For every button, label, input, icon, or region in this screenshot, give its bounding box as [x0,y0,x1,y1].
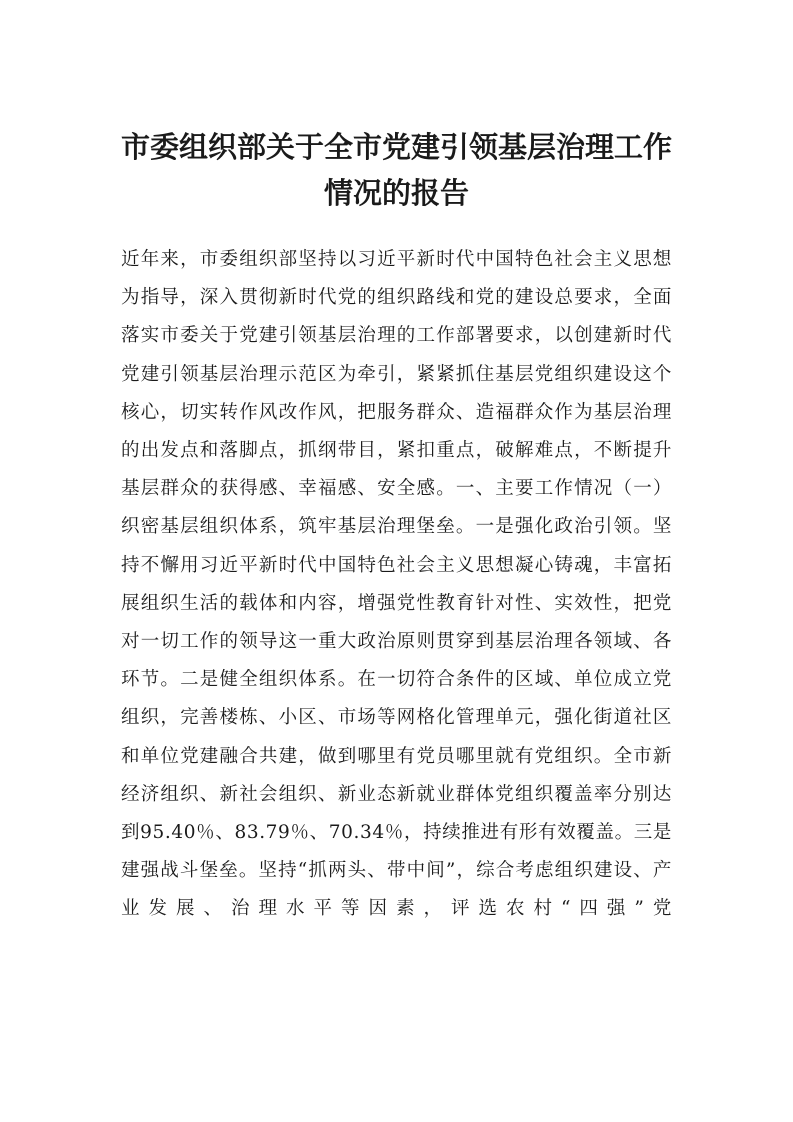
document-title: 市委组织部关于全市党建引领基层治理工作情况的报告 [120,130,672,210]
document-body-paragraph: 近年来，市委组织部坚持以习近平新时代中国特色社会主义思想为指导，深入贯彻新时代党的组织路线和党的建设总要求，全面落实市委关于党建引领基层治理的工作部署要求，以创建新时代党建引领基层治理示范区为牵引，紧紧抓住基层党组织建设这个核心，切实转作风改作风，把服务群众、造福群众作为基层治理的出发点和落脚点，抓纲带目，紧扣重点，破解难点，不断提升基层群众的获得感、幸福感、安全感。一、主要工作情况（一）织密基层组织体系，筑牢基层治理堡垒。一是强化政治引领。坚持不懈用习近平新时代中国特色社会主义思想凝心铸魂，丰富拓展组织生活的载体和内容，增强党性教育针对性、实效性，把党对一切工作的领导这一重大政治原则贯穿到基层治理各领域、各环节。二是健全组织体系。在一切符合条件的区域、单位成立党组织，完善楼栋、小区、市场等网格化管理单元，强化街道社区和单位党建融合共建，做到哪里有党员哪里就有党组织。全市新经济组织、新社会组织、新业态新就业群体党组织覆盖率分别达到95.40％、83.79％、70.34％，持续推进有形有效覆盖。三是建强战斗堡垒。坚持“抓两头、带中间”，综合考虑组织建设、产业发展、治理水平等因素，评选农村“四强”党 [121,249,672,920]
